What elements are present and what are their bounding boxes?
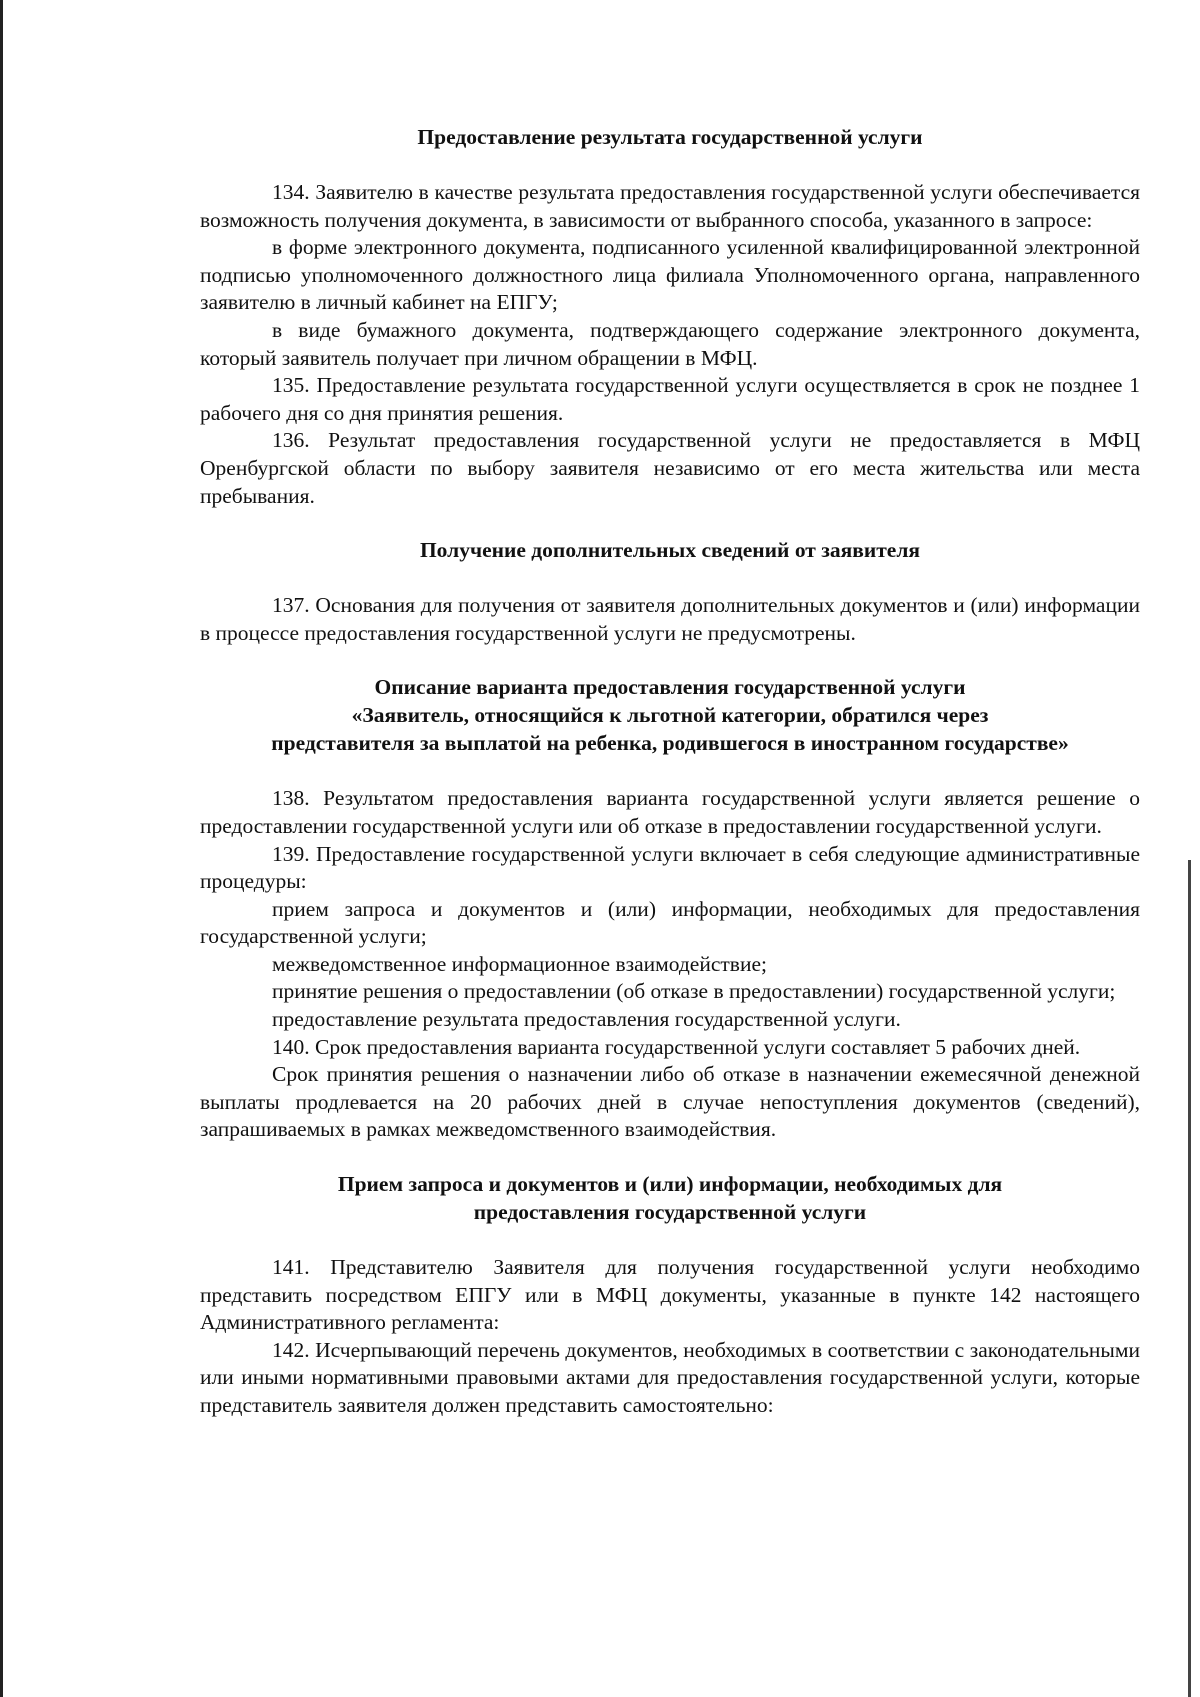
paragraph-134-electronic: в форме электронного документа, подписанного усиленной квалифицированной электронной подписью уполномоченного должностного лица филиала Уполномоченного органа, направленного заявителю в личный кабинет на ЕПГУ; <box>200 235 1140 315</box>
scan-edge-right <box>1188 860 1191 1697</box>
section-heading-variant-line-3: представителя за выплатой на ребенка, родившегося в иностранном государстве» <box>271 731 1069 756</box>
paragraph-139-item-4: предоставление результата предоставления государственной услуги. <box>272 1007 901 1032</box>
paragraph-142: 142. Исчерпывающий перечень документов, необходимых в соответствии с законодательными или иными нормативными правовыми актами для предоставления государственной услуги, которые представитель заявителя должен представить самостоятельно: <box>200 1337 1140 1417</box>
paragraph-140-extension: Срок принятия решения о назначении либо об отказе в назначении ежемесячной денежной выплаты продлевается на 20 рабочих дней в случае непоступления документов (сведений), запрашиваемых в рамках межведомственного взаимодействия. <box>200 1062 1140 1142</box>
section-heading-request-line-1: Прием запроса и документов и (или) информации, необходимых для <box>337 1172 1003 1197</box>
paragraph-139-item-3: принятие решения о предоставлении (об отказе в предоставлении) государственной услуги; <box>272 979 1116 1004</box>
paragraph-139: 139. Предоставление государственной услуги включает в себя следующие административные процедуры: <box>200 841 1140 894</box>
paragraph-134: 134. Заявителю в качестве результата предоставления государственной услуги обеспечивается возможность получения документа, в зависимости от выбранного способа, указанного в запросе: <box>200 180 1140 232</box>
paragraph-136: 136. Результат предоставления государственной услуги не предоставляется в МФЦ Оренбургской области по выбору заявителя независимо от его места жительства или места пребывания. <box>200 428 1140 508</box>
document-page <box>200 123 1140 1420</box>
paragraph-134-paper: в виде бумажного документа, подтверждающего содержание электронного документа, который заявитель получает при личном обращении в МФЦ. <box>200 317 1140 370</box>
paragraph-139-item-1: прием запроса и документов и (или) информации, необходимых для предоставления государственной услуги; <box>200 896 1140 949</box>
scan-edge-left <box>0 0 3 1697</box>
paragraph-139-item-2: межведомственное информационное взаимодействие; <box>272 951 767 976</box>
section-heading-variant-line-2: «Заявитель, относящийся к льготной категории, обратился через <box>351 703 989 728</box>
section-heading-additional-info: Получение дополнительных сведений от заявителя <box>419 538 921 563</box>
section-heading-variant-line-1: Описание варианта предоставления государственной услуги <box>374 675 966 700</box>
section-heading-result: Предоставление результата государственной услуги <box>417 125 923 149</box>
paragraph-140: 140. Срок предоставления варианта государственной услуги составляет 5 рабочих дней. <box>272 1034 1081 1059</box>
paragraph-135: 135. Предоставление результата государственной услуги осуществляется в срок не позднее 1 рабочего дня со дня принятия решения. <box>200 373 1140 425</box>
section-heading-request-line-2: предоставления государственной услуги <box>473 1200 867 1225</box>
paragraph-141: 141. Представителю Заявителя для получения государственной услуги необходимо представить посредством ЕПГУ или в МФЦ документы, указанные в пункте 142 настоящего Административного регламента: <box>200 1255 1140 1335</box>
paragraph-137: 137. Основания для получения от заявителя дополнительных документов и (или) информации в процессе предоставления государственной услуги не предусмотрены. <box>200 593 1140 645</box>
paragraph-138: 138. Результатом предоставления варианта государственной услуги является решение о предоставлении государственной услуги или об отказе в предоставлении государственной услуги. <box>200 786 1140 838</box>
